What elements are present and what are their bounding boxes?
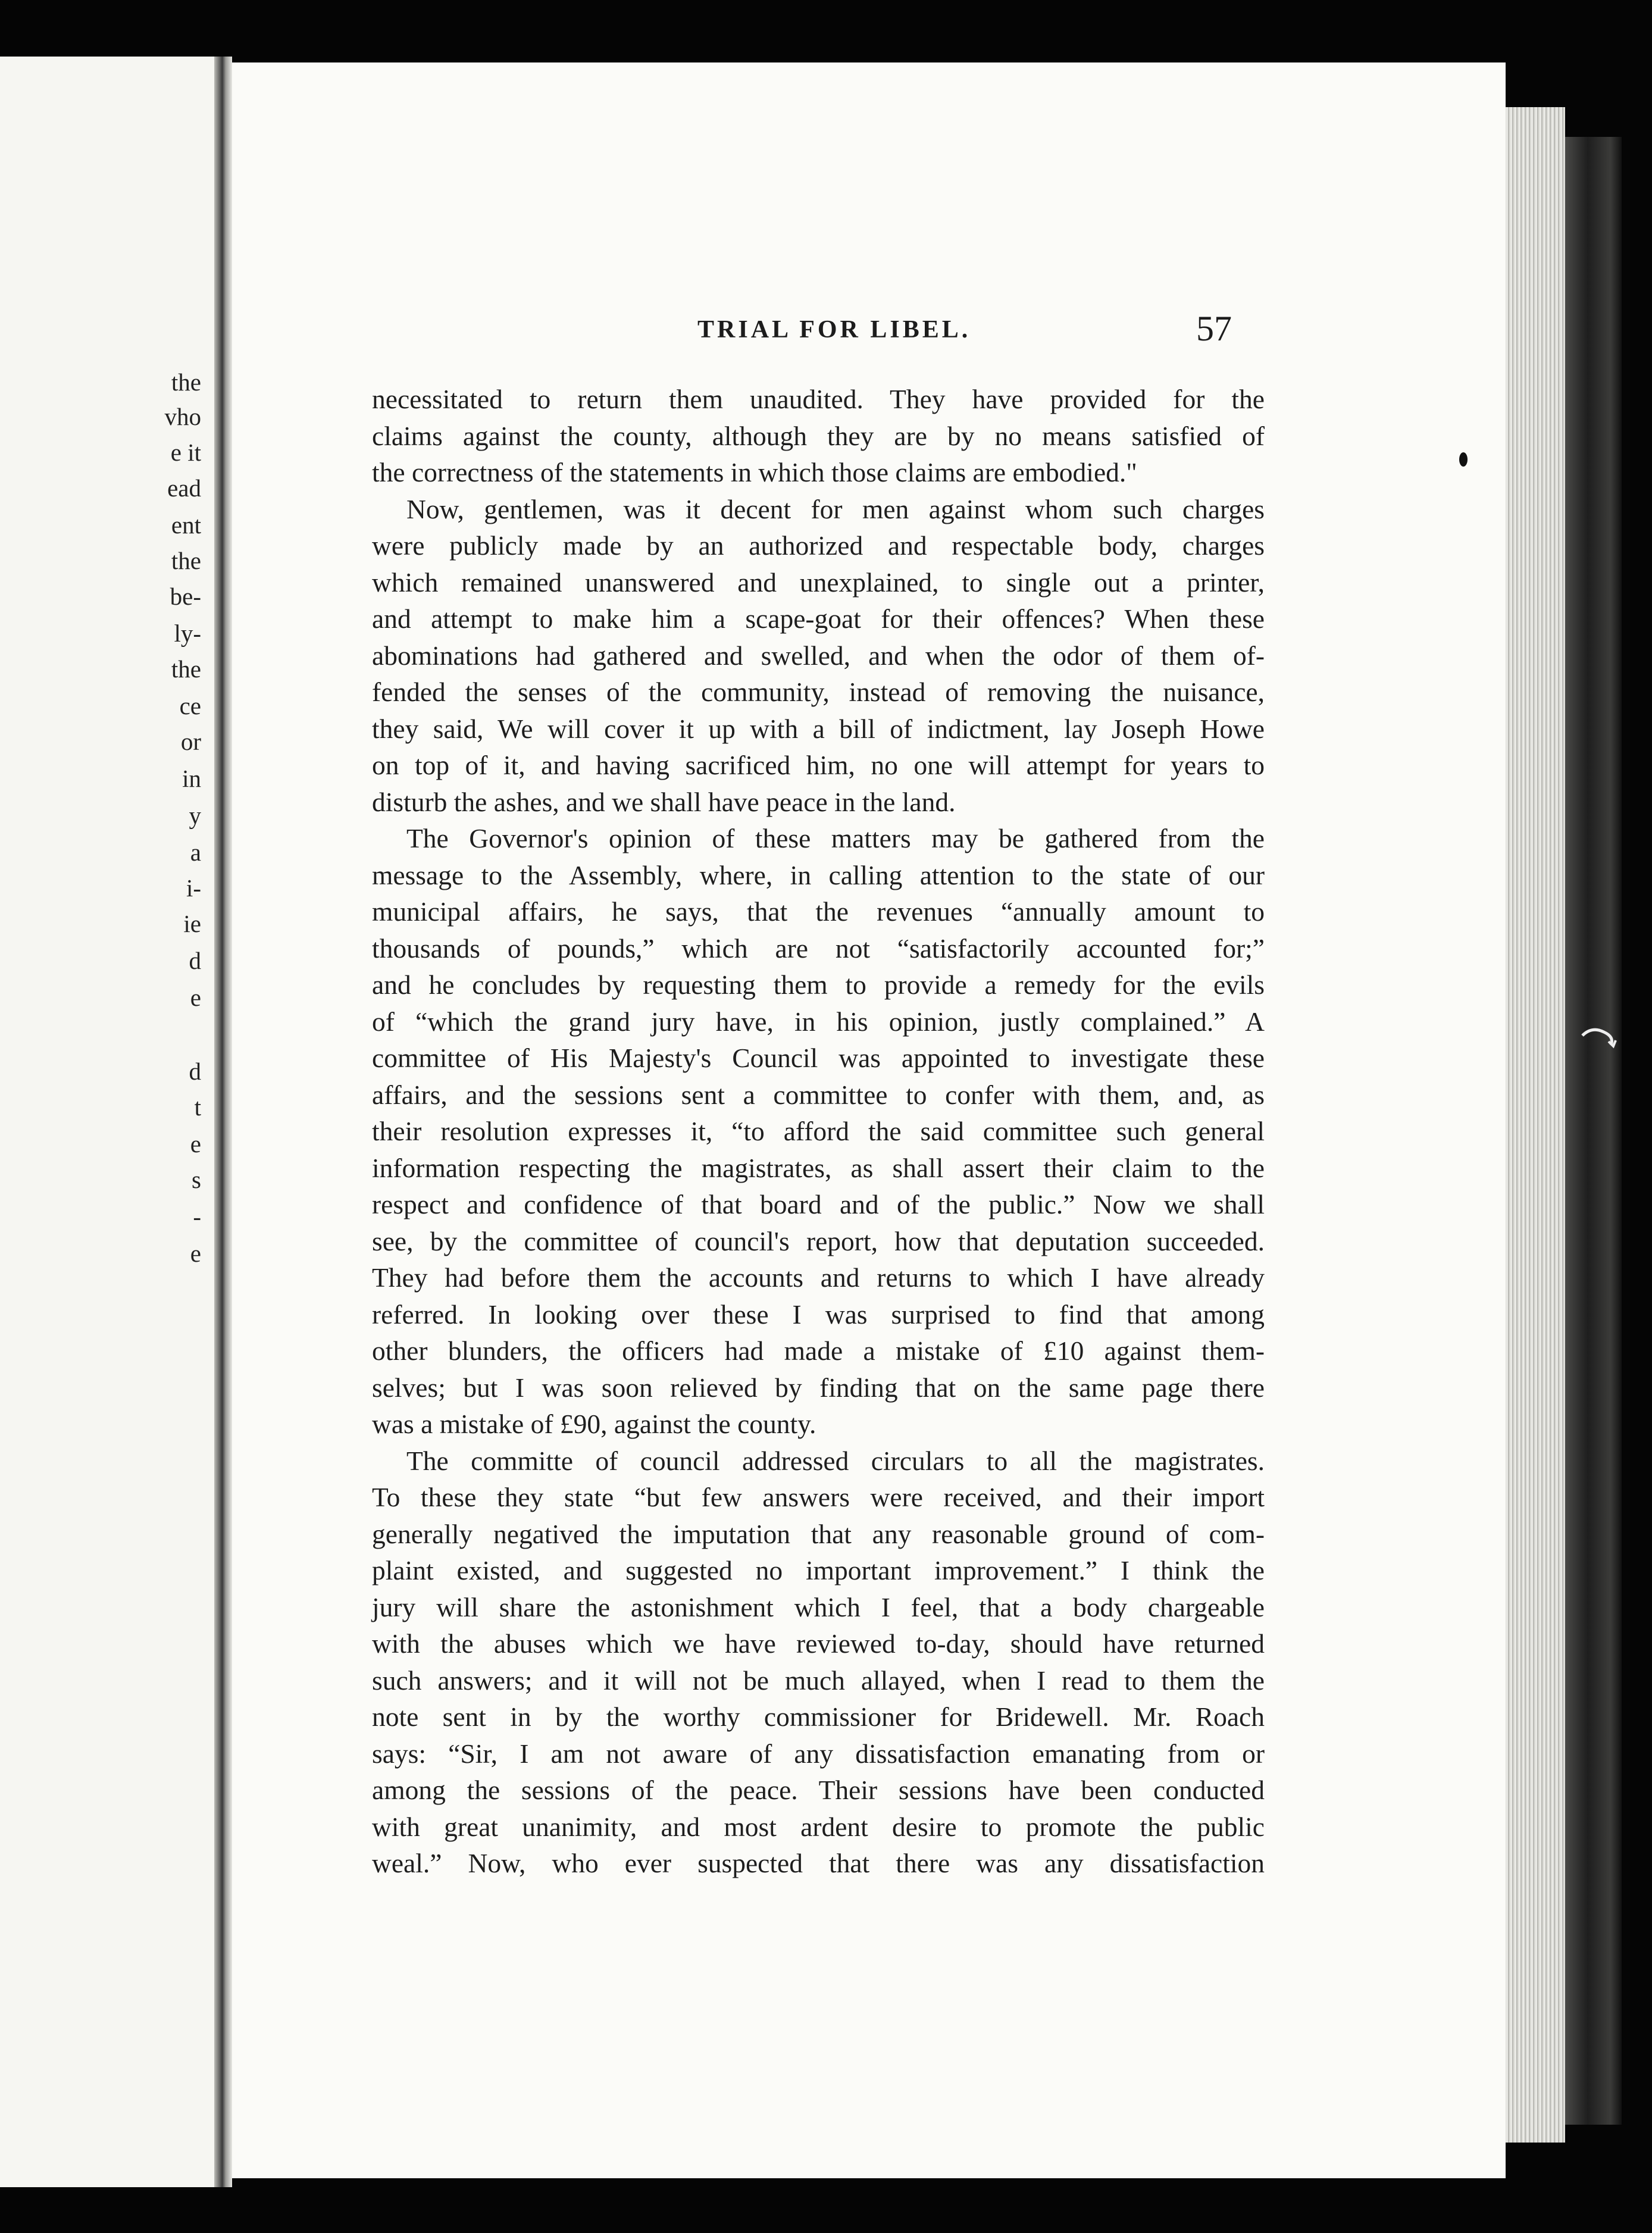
text-line: see, by the committee of council's report, how that deputation succeeded. [372, 1225, 1265, 1256]
left-page-fragment: s [192, 1166, 201, 1193]
left-page-fragment: ce [179, 692, 201, 720]
left-page-fragment: e it [170, 439, 201, 466]
text-line: respect and confidence of that board and of the public.” Now we shall [372, 1189, 1265, 1219]
left-page-fragment: d [189, 947, 201, 974]
text-line: generally negatived the imputation that any reasonable ground of com- [372, 1518, 1265, 1549]
text-line: thousands of pounds,” which are not “satisfactorily accounted for;” [372, 933, 1265, 964]
left-page-fragment: ie [183, 910, 201, 937]
text-line: other blunders, the officers had made a mistake of £10 against them- [372, 1336, 1265, 1366]
left-page-fragment: e [190, 1240, 201, 1267]
left-page-fragment: ly- [174, 620, 201, 647]
page-number: 57 [1196, 309, 1232, 348]
text-line: weal.” Now, who ever suspected that there was any dissatisfaction [372, 1848, 1265, 1878]
text-line: note sent in by the worthy commissioner for Bridewell. Mr. Roach [372, 1702, 1265, 1732]
text-line: They had before them the accounts and returns to which I have already [372, 1262, 1265, 1293]
left-page-fragment: y [189, 802, 201, 829]
text-line: necessitated to return them unaudited. They have provided for the [372, 384, 1265, 414]
text-line: referred. In looking over these I was surprised to find that among [372, 1299, 1265, 1330]
text-line: abominations had gathered and swelled, and when the odor of them of- [372, 640, 1265, 671]
text-line: with the abuses which we have reviewed to-day, should have returned [372, 1628, 1265, 1659]
left-page-fragment: or [180, 728, 201, 755]
paper-clip-mark [1580, 1025, 1622, 1049]
left-page-fragment: ead [167, 474, 201, 502]
text-line: and attempt to make him a scape-goat for their offences? When these [372, 603, 1265, 634]
left-page-fragment: ent [171, 511, 201, 539]
running-header: TRIAL FOR LIBEL. [697, 316, 971, 343]
text-line: Now, gentlemen, was it decent for men against whom such charges [406, 493, 1265, 524]
text-line: and he concludes by requesting them to provide a remedy for the evils [372, 969, 1265, 1000]
text-line: they said, We will cover it up with a bill of indictment, lay Joseph Howe [372, 713, 1265, 744]
ink-dot-mark [1459, 452, 1468, 467]
left-page-fragment: the [171, 547, 201, 574]
text-line: The committe of council addressed circulars to all the magistrates. [406, 1445, 1265, 1476]
text-line: was a mistake of £90, against the county. [372, 1409, 816, 1439]
text-line: affairs, and the sessions sent a committee to confer with them, and, as [372, 1079, 1265, 1110]
text-line: with great unanimity, and most ardent desire to promote the public [372, 1811, 1265, 1842]
body-text [372, 381, 1265, 1882]
left-page-fragment: t [194, 1093, 201, 1121]
text-line: selves; but I was soon relieved by finding that on the same page there [372, 1372, 1265, 1403]
text-line: jury will share the astonishment which I feel, that a body chargeable [372, 1591, 1265, 1622]
text-line: To these they state “but few answers were received, and their import [372, 1482, 1265, 1512]
left-page-fragment: i- [186, 874, 201, 902]
left-page-fragment: the [171, 655, 201, 683]
left-page-fragment: e [190, 1130, 201, 1158]
text-line: such answers; and it will not be much allayed, when I read to them the [372, 1665, 1265, 1696]
left-page-fragment: be- [170, 583, 201, 610]
left-page-fragment: in [182, 765, 201, 792]
text-line: fended the senses of the community, instead of removing the nuisance, [372, 677, 1265, 707]
left-page-fragment: d [189, 1058, 201, 1085]
text-line: were publicly made by an authorized and respectable body, charges [372, 530, 1265, 561]
book-gutter [214, 57, 232, 2187]
text-line: on top of it, and having sacrificed him, no one will attempt for years to [372, 750, 1265, 780]
text-line: claims against the county, although they are by no means satisfied of [372, 420, 1265, 451]
text-line: committee of His Majesty's Council was appointed to investigate these [372, 1043, 1265, 1073]
text-line: of “which the grand jury have, in his opinion, justly complained.” A [372, 1006, 1265, 1037]
text-line: says: “Sir, I am not aware of any dissatisfaction emanating from or [372, 1738, 1265, 1769]
left-page-fragment: vho [164, 403, 201, 430]
text-line: message to the Assembly, where, in calling attention to the state of our [372, 859, 1265, 890]
text-line: municipal affairs, he says, that the revenues “annually amount to [372, 896, 1265, 927]
text-line: the correctness of the statements in which those claims are embodied." [372, 457, 1137, 487]
left-page-fragment: a [190, 839, 201, 866]
text-line: their resolution expresses it, “to afford the said committee such general [372, 1116, 1265, 1146]
text-line: plaint existed, and suggested no important improvement.” I think the [372, 1555, 1265, 1585]
text-line: disturb the ashes, and we shall have peace in the land. [372, 786, 956, 817]
book-cover-edge [1565, 137, 1622, 2125]
text-line: which remained unanswered and unexplained, to single out a printer, [372, 567, 1265, 598]
left-facing-page [0, 57, 214, 2187]
left-page-fragment: - [193, 1203, 201, 1230]
text-line: information respecting the magistrates, as shall assert their claim to the [372, 1152, 1265, 1183]
left-page-fragment: the [171, 368, 201, 396]
page-edges [1506, 107, 1565, 2143]
text-line: among the sessions of the peace. Their sessions have been conducted [372, 1775, 1265, 1805]
left-page-fragment: e [190, 984, 201, 1011]
text-line: The Governor's opinion of these matters may be gathered from the [406, 823, 1265, 853]
